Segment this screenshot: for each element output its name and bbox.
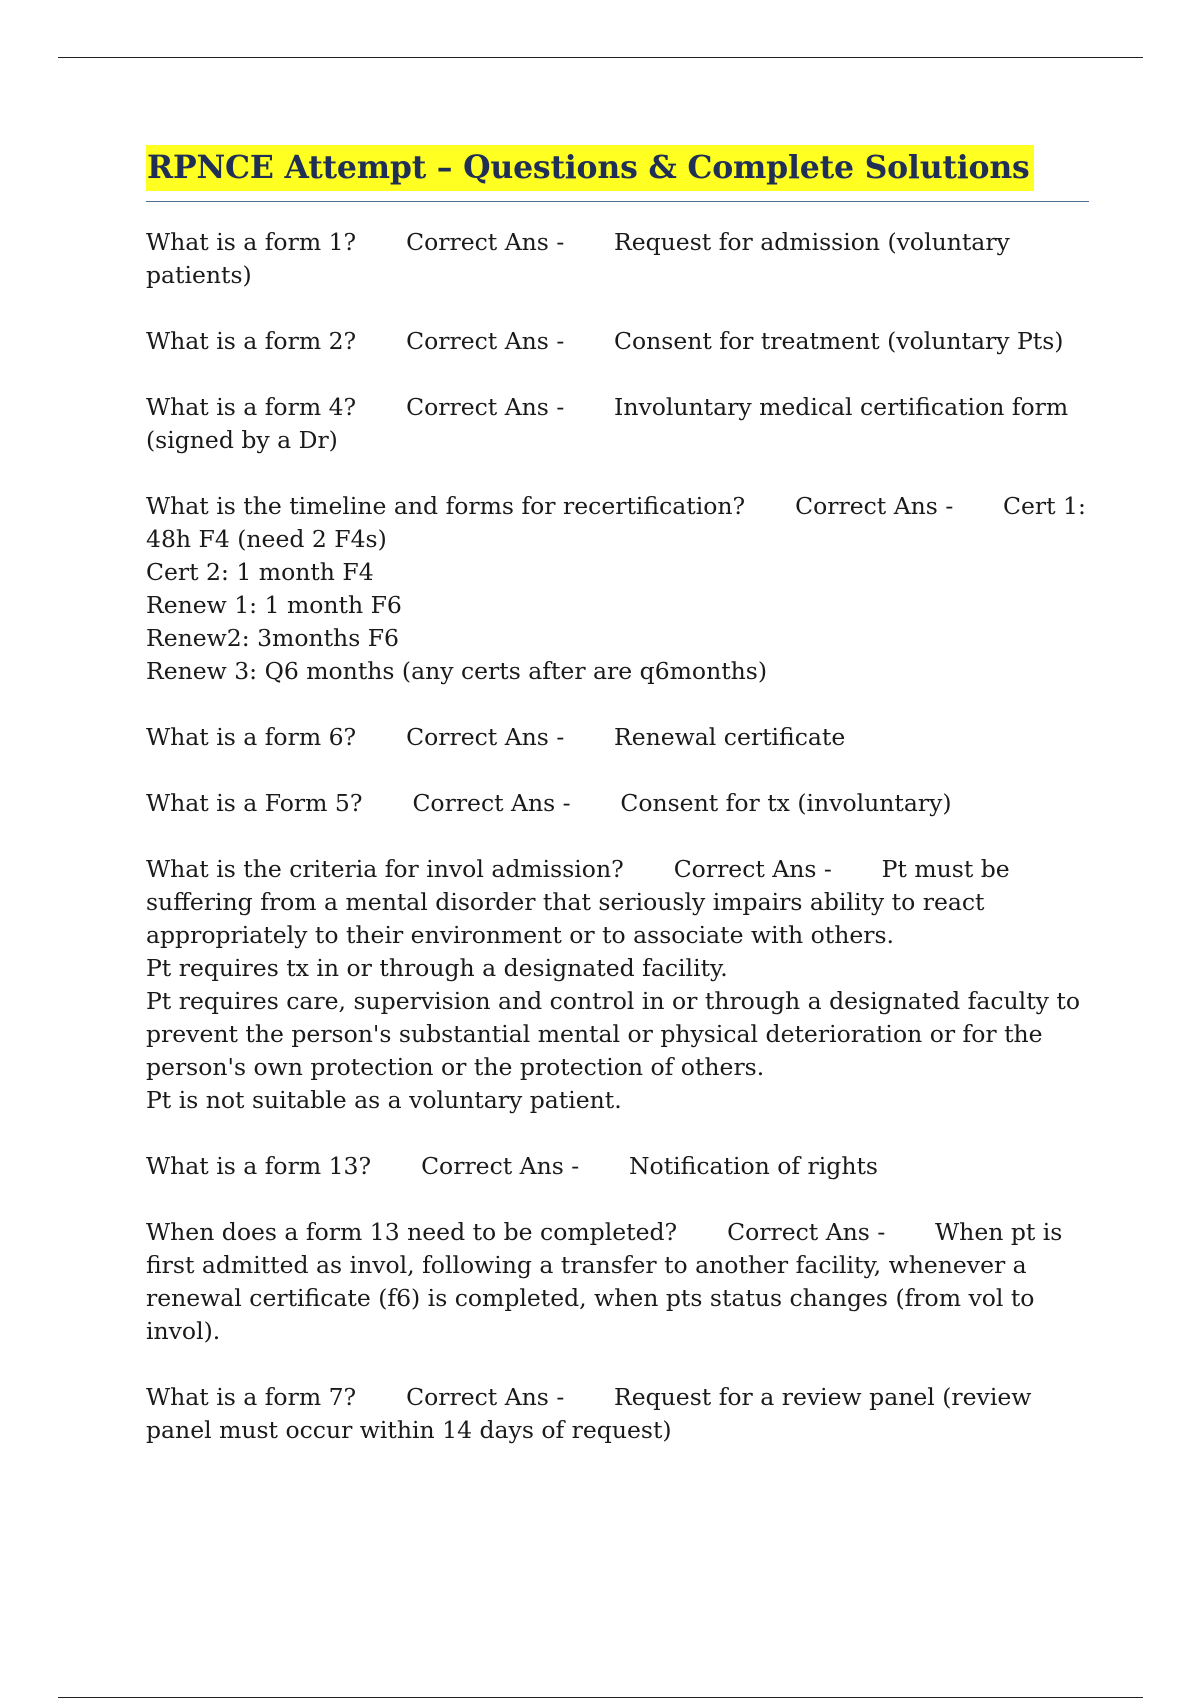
qa-item	[146, 1381, 1089, 1447]
question-text: What is a form 4?	[146, 393, 357, 421]
qa-item	[146, 1150, 1089, 1183]
question-text: What is a form 6?	[146, 723, 357, 751]
question-text: What is a form 13?	[146, 1152, 372, 1180]
question-text: What is a form 2?	[146, 327, 357, 355]
answer-text: When pt is first admitted as invol, following a transfer to another facility, whenever a renewal certificate (f6) is completed, when pts status changes (from vol to invol).	[146, 1218, 1063, 1345]
answer-text: Involuntary medical certification form (signed by a Dr)	[146, 393, 1069, 454]
question-text: When does a form 13 need to be completed?	[146, 1218, 678, 1246]
answer-label: Correct Ans -	[406, 393, 565, 421]
answer-text: Renewal certificate	[614, 723, 846, 751]
answer-text: Cert 1: 48h F4 (need 2 F4s) Cert 2: 1 month F4 Renew 1: 1 month F6 Renew2: 3months F6 Renew 3: Q6 months (any certs after are q6months)	[146, 492, 1086, 685]
answer-text: Pt must be suffering from a mental disorder that seriously impairs ability to react appropriately to their environment or to associate with others. Pt requires tx in or through a designated facility. Pt requires care, supervision and control in or through a designated faculty to prevent the person's substantial mental or physical deterioration or for the person's own protection or the protection of others. Pt is not suitable as a voluntary patient.	[146, 855, 1080, 1114]
answer-text: Request for admission (voluntary patients)	[146, 228, 1010, 289]
question-text: What is a Form 5?	[146, 789, 363, 817]
answer-label: Correct Ans -	[406, 327, 565, 355]
qa-item	[146, 721, 1089, 754]
header-rule	[58, 57, 1143, 58]
qa-item	[146, 226, 1089, 292]
qa-item	[146, 853, 1089, 1117]
answer-label: Correct Ans -	[795, 492, 954, 520]
question-text: What is the criteria for invol admission?	[146, 855, 624, 883]
answer-label: Correct Ans -	[406, 228, 565, 256]
qa-item	[146, 1216, 1089, 1348]
qa-item	[146, 391, 1089, 457]
answer-text: Consent for tx (involuntary)	[620, 789, 952, 817]
answer-label: Correct Ans -	[406, 723, 565, 751]
document-title: RPNCE Attempt – Questions & Complete Solutions	[146, 145, 1034, 191]
answer-text: Consent for treatment (voluntary Pts)	[614, 327, 1064, 355]
answer-label: Correct Ans -	[412, 789, 571, 817]
document-body	[146, 145, 1089, 1480]
answer-label: Correct Ans -	[673, 855, 832, 883]
qa-item	[146, 787, 1089, 820]
title-block	[146, 145, 1089, 202]
question-text: What is a form 7?	[146, 1383, 357, 1411]
question-text: What is the timeline and forms for recertification?	[146, 492, 746, 520]
question-text: What is a form 1?	[146, 228, 357, 256]
answer-text: Notification of rights	[628, 1152, 878, 1180]
answer-label: Correct Ans -	[421, 1152, 580, 1180]
qa-item	[146, 490, 1089, 688]
answer-text: Request for a review panel (review panel must occur within 14 days of request)	[146, 1383, 1032, 1444]
answer-label: Correct Ans -	[727, 1218, 886, 1246]
footer-rule	[58, 1697, 1143, 1698]
qa-item	[146, 325, 1089, 358]
answer-label: Correct Ans -	[406, 1383, 565, 1411]
